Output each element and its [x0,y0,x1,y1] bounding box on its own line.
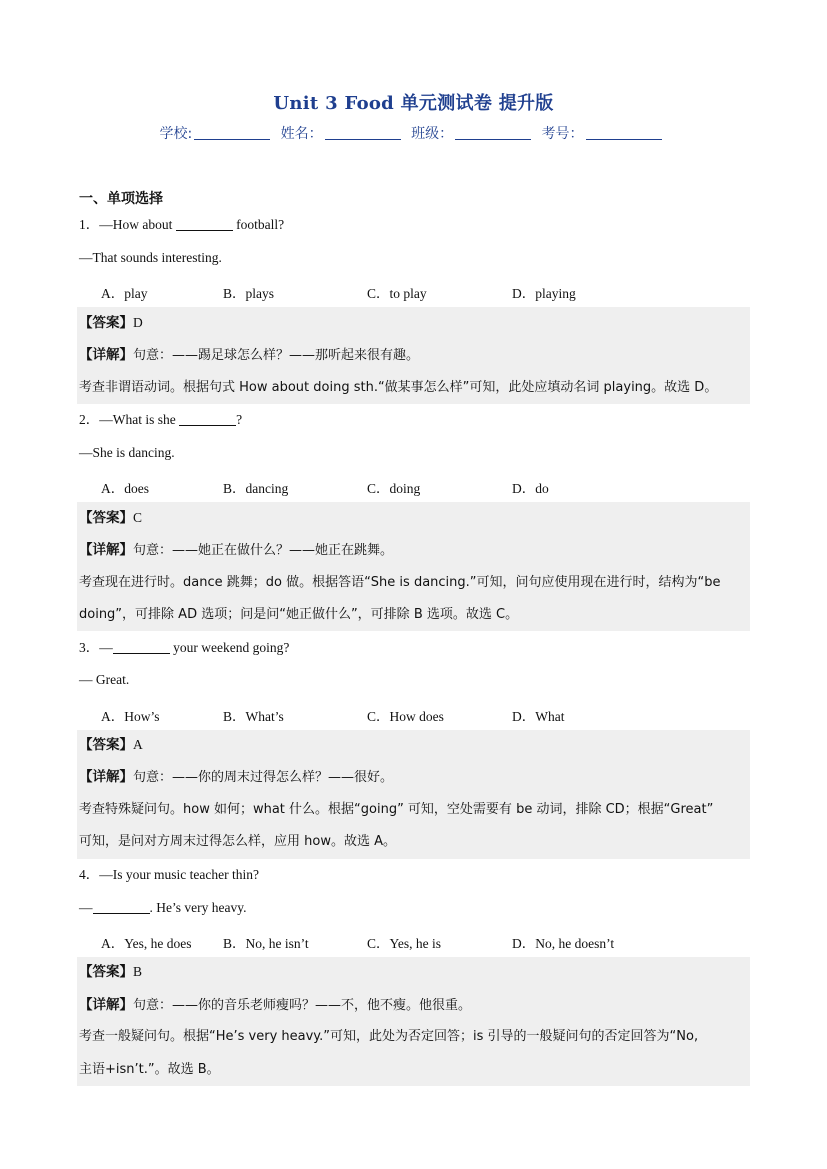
detail-4-line-2: 考查一般疑问句。根据“He’s very heavy.”可知，此处为否定回答；is 引导的一般疑问句的否定回答为“No, [79,1029,699,1044]
number-blank[interactable] [586,125,662,140]
page-title: Unit 3 Food 单元测试卷 提升版 [273,93,554,114]
question-1-reply: —That sounds interesting. [79,250,222,265]
section-heading: 一、单项选择 [79,191,163,207]
question-1-option-b[interactable]: B．plays [223,286,275,301]
question-2-blank [179,412,236,426]
question-3-option-c[interactable]: C．How does [367,709,444,724]
number-label: 考号： [541,126,584,142]
question-3-reply: — Great. [79,672,130,687]
school-label: 学校: [159,126,193,142]
question-2-option-c[interactable]: C．doing [367,481,421,496]
class-blank[interactable] [455,125,531,140]
detail-1-line-2: 考查非谓语动词。根据句式 How about doing sth.“做某事怎么样”可知，此处应填动名词 playing。故选 D。 [79,380,718,395]
question-1-option-d[interactable]: D．playing [512,286,576,301]
question-4-reply: — . He’s very heavy. [79,900,247,915]
answer-4: 【答案】B [79,964,143,980]
question-4-option-d[interactable]: D．No, he doesn’t [512,936,615,951]
question-1-blank [176,217,233,231]
school-blank[interactable] [194,125,270,140]
detail-2-line-2: 考查现在进行时。dance 跳舞；do 做。根据答语“She is dancing.”可知，问句应使用现在进行时，结构为“be [79,575,721,590]
question-4-blank [93,900,150,914]
detail-1-line-1: 【详解】句意：——踢足球怎么样？——那听起来很有趣。 [79,347,420,363]
detail-2-line-3: doing”，可排除 AD 选项；问是问“她正做什么”，可排除 B 选项。故选 C。 [79,607,519,622]
question-1-stem: 1．—How about football? [79,217,285,232]
question-3-option-b[interactable]: B．What’s [223,709,284,724]
question-3-option-d[interactable]: D．What [512,709,565,724]
question-1-option-a[interactable]: A．play [101,286,148,301]
question-2-stem: 2．—What is she ? [79,412,243,427]
question-3-stem: 3．— your weekend going? [79,640,290,655]
detail-3-line-2: 考查特殊疑问句。how 如何；what 什么。根据“going” 可知，空处需要有 be 动词，排除 CD；根据“Great” [79,802,714,817]
answer-1: 【答案】D [79,315,143,331]
detail-4-line-3: 主语+isn’t.”。故选 B。 [79,1062,220,1077]
question-1-option-c[interactable]: C．to play [367,286,427,301]
question-4-option-a[interactable]: A．Yes, he does [101,936,192,951]
name-blank[interactable] [325,125,401,140]
answer-3: 【答案】A [79,737,143,753]
class-label: 班级： [411,126,454,142]
student-info-line [0,123,827,143]
detail-4-line-1: 【详解】句意：——你的音乐老师瘦吗？——不，他不瘦。他很重。 [79,997,472,1013]
name-label: 姓名： [280,126,323,142]
question-2-option-a[interactable]: A．does [101,481,149,496]
question-3-option-a[interactable]: A．How’s [101,709,160,724]
question-4-stem: 4．—Is your music teacher thin? [79,867,259,882]
question-2-option-d[interactable]: D．do [512,481,549,496]
question-2-option-b[interactable]: B．dancing [223,481,289,496]
question-3-blank [113,640,170,654]
detail-3-line-3: 可知，是问对方周末过得怎么样，应用 how。故选 A。 [79,834,396,849]
question-4-option-c[interactable]: C．Yes, he is [367,936,442,951]
answer-2: 【答案】C [79,510,143,526]
question-2-reply: —She is dancing. [79,445,175,460]
detail-2-line-1: 【详解】句意：——她正在做什么？——她正在跳舞。 [79,542,394,558]
question-4-option-b[interactable]: B．No, he isn’t [223,936,309,951]
detail-3-line-1: 【详解】句意：——你的周末过得怎么样？——很好。 [79,769,394,785]
